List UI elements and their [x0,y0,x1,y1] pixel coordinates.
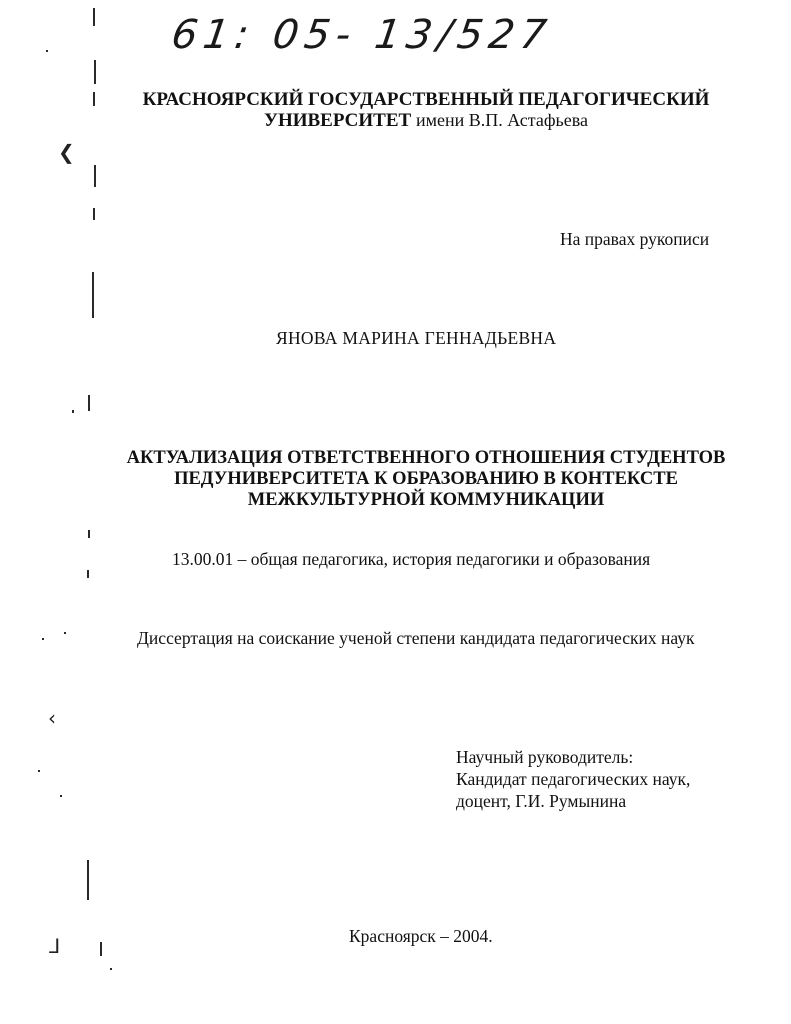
supervisor-heading: Научный руководитель: [456,747,634,767]
scan-artifact [94,165,96,187]
scan-artifact [93,208,95,220]
scan-artifact [88,530,90,538]
scan-artifact [94,60,96,84]
scan-artifact [64,632,66,634]
university-name-line1: КРАСНОЯРСКИЙ ГОСУДАРСТВЕННЫЙ ПЕДАГОГИЧЕСКИЙ [142,89,710,110]
manuscript-rights-note: На правах рукописи [560,229,710,249]
supervisor-name: доцент, Г.И. Румынина [456,791,627,811]
scan-artifact [72,410,74,413]
dissertation-statement: Диссертация на соискание ученой степени кандидата педагогических наук [137,628,695,648]
handwritten-catalog-number: 61: 05- 13/527 [168,12,556,58]
scan-artifact [93,92,95,106]
thesis-title-line1: АКТУАЛИЗАЦИЯ ОТВЕТСТВЕННОГО ОТНОШЕНИЯ СТУДЕНТОВ [126,448,726,468]
scan-artifact [100,942,102,956]
scan-artifact-mark: ᒧ [48,934,61,958]
scan-artifact [60,795,62,797]
university-named-after: имени В.П. Астафьева [415,110,588,130]
scan-artifact [42,638,44,640]
thesis-title-line2: ПЕДУНИВЕРСИТЕТА К ОБРАЗОВАНИЮ В КОНТЕКСТЕ [174,469,678,489]
place-and-year: Красноярск – 2004. [349,926,493,946]
author-name: ЯНОВА МАРИНА ГЕННАДЬЕВНА [276,328,557,348]
supervisor-block [456,746,690,812]
specialty-code: 13.00.01 – общая педагогика, история педагогики и образования [172,549,651,569]
scan-artifact-mark: ❮ [58,140,75,164]
scan-artifact [87,570,89,578]
university-name-line2 [0,110,791,131]
scan-artifact [87,860,89,900]
scan-artifact [88,395,90,411]
thesis-title-line3: МЕЖКУЛЬТУРНОЙ КОММУНИКАЦИИ [247,490,605,510]
scan-artifact [92,272,94,318]
scan-artifact [46,50,48,52]
university-word: УНИВЕРСИТЕТ [264,110,412,131]
scan-artifact [93,8,95,26]
scan-artifact [110,968,112,970]
supervisor-degree: Кандидат педагогических наук, [456,769,691,789]
scan-artifact-mark: ‹ [48,706,56,730]
scan-artifact [38,770,40,772]
